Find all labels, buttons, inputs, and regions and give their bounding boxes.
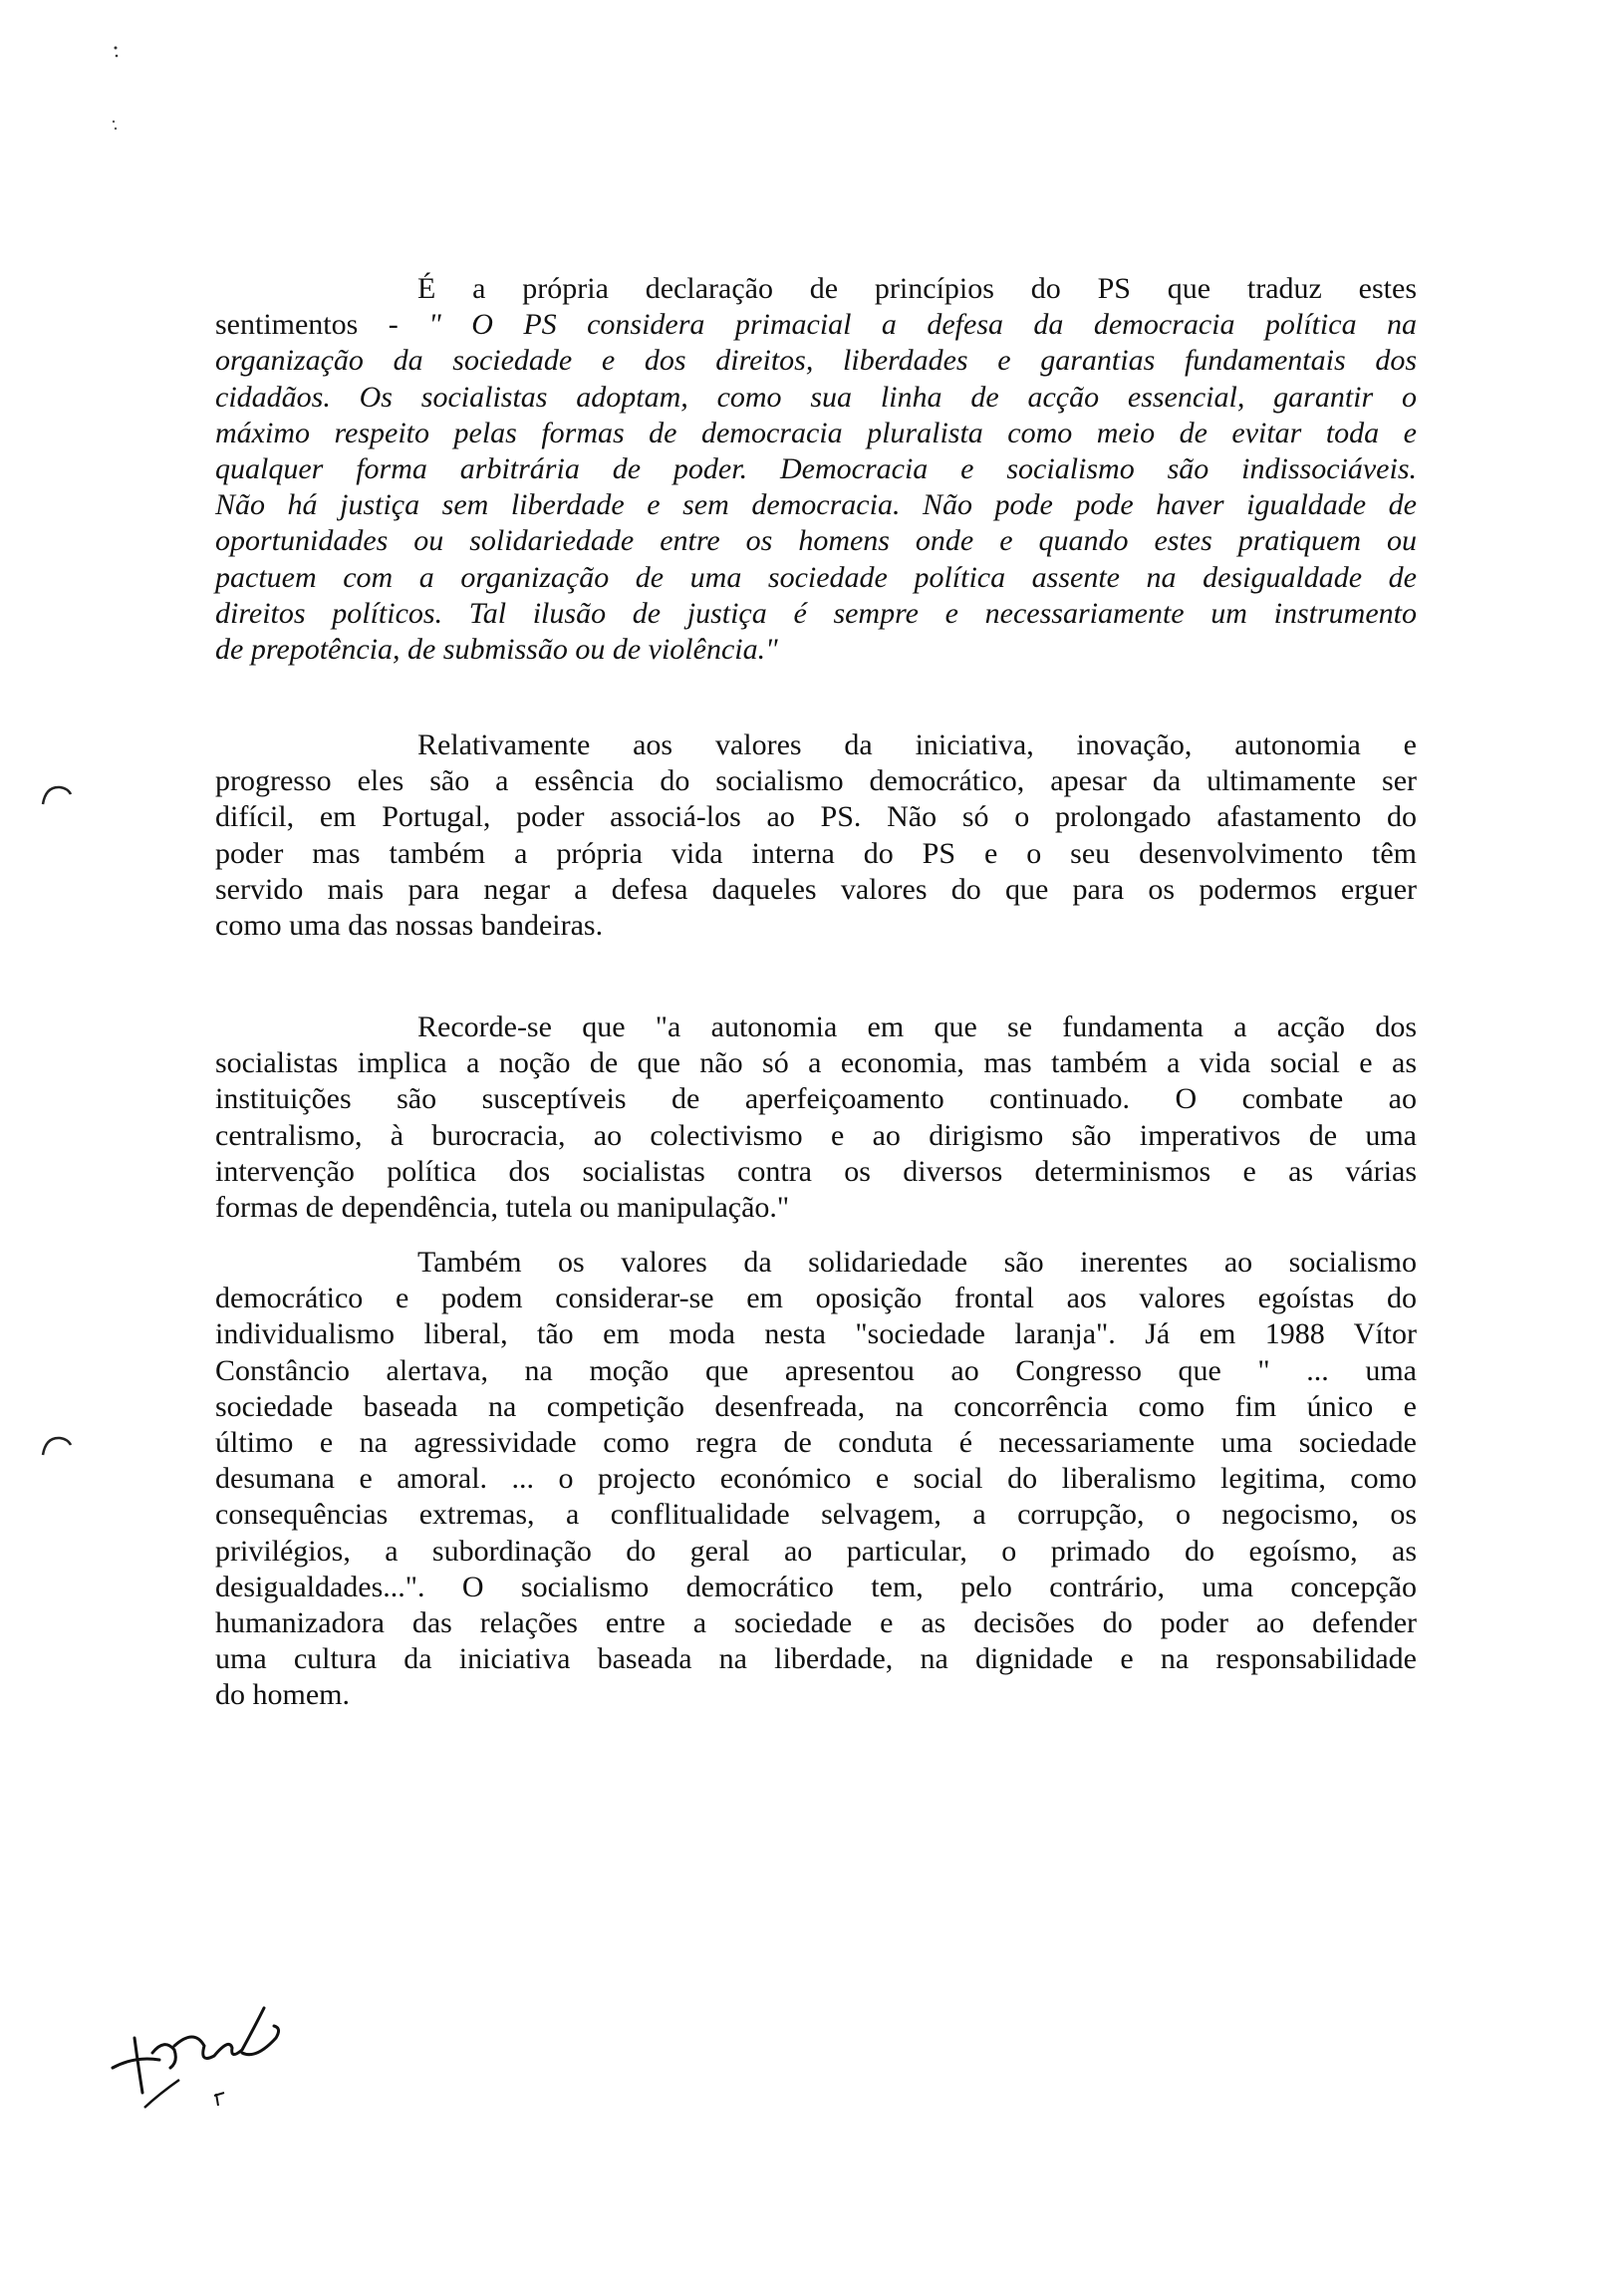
body-text: humanizadora das relações entre a sociedade e as decisões do poder ao defender	[215, 1605, 1417, 1639]
text-line	[215, 1118, 1417, 1154]
text-line	[215, 632, 1417, 668]
quoted-text: " O PS considera primacial a defesa da democracia política na	[428, 308, 1418, 342]
text-line	[215, 416, 1417, 451]
text-line	[215, 523, 1417, 559]
body-text: intervenção política dos socialistas contra os diversos determinismos e as várias	[215, 1154, 1417, 1188]
body-text: consequências extremas, a conflitualidade selvagem, a corrupção, o negocismo, os	[215, 1498, 1417, 1532]
text-line	[215, 1316, 1417, 1352]
text-line	[215, 1677, 1417, 1713]
body-text: do homem.	[215, 1678, 350, 1712]
text-line	[215, 1045, 1417, 1081]
body-text: É a própria declaração de princípios do PS que traduz estes	[417, 272, 1417, 305]
paragraph	[215, 1245, 1417, 1713]
signature-icon	[105, 1998, 294, 2113]
text-line	[215, 1081, 1417, 1117]
body-text: difícil, em Portugal, poder associá-los ao PS. Não só o prolongado afastamento do	[215, 800, 1417, 834]
text-line	[417, 1009, 1417, 1045]
text-line	[215, 1534, 1417, 1570]
text-line	[215, 343, 1417, 379]
text-line	[215, 1605, 1417, 1641]
text-line	[215, 1353, 1417, 1389]
body-text: privilégios, a subordinação do geral ao particular, o primado do egoísmo, as	[215, 1534, 1417, 1568]
text-line	[215, 596, 1417, 632]
quoted-text: pactuem com a organização de uma sociedade política assente na desigualdade de	[215, 560, 1417, 594]
body-text: instituições são susceptíveis de aperfeiçoamento continuado. O combate ao	[215, 1082, 1417, 1116]
text-line	[215, 872, 1417, 908]
paragraph	[215, 1009, 1417, 1226]
text-line	[215, 487, 1417, 523]
body-text: Também os valores da solidariedade são inerentes ao socialismo	[417, 1246, 1417, 1279]
body-text: socialistas implica a noção de que não só a economia, mas também a vida social e as	[215, 1046, 1417, 1080]
body-text: Relativamente aos valores da iniciativa, inovação, autonomia e	[417, 728, 1417, 761]
hole-punch-icon	[40, 1433, 74, 1457]
text-line	[215, 380, 1417, 416]
body-text: desigualdades...". O socialismo democrático tem, pelo contrário, uma concepção	[215, 1570, 1417, 1603]
text-line	[215, 560, 1417, 596]
text-line	[417, 727, 1417, 763]
body-text: sociedade baseada na competição desenfreada, na concorrência como fim único e	[215, 1389, 1417, 1423]
paragraph	[215, 271, 1417, 668]
body-text: como uma das nossas bandeiras.	[215, 908, 604, 942]
text-line	[417, 271, 1417, 307]
text-line	[215, 1570, 1417, 1605]
quoted-text: cidadãos. Os socialistas adoptam, como sua linha de acção essencial, garantir o	[215, 380, 1417, 414]
quoted-text: Não há justiça sem liberdade e sem democracia. Não pode pode haver igualdade de	[215, 488, 1417, 522]
text-line	[215, 1425, 1417, 1461]
body-text: desumana e amoral. ... o projecto económico e social do liberalismo legitima, como	[215, 1462, 1417, 1496]
text-line	[215, 908, 1417, 944]
body-text: uma cultura da iniciativa baseada na liberdade, na dignidade e na responsabilidade	[215, 1642, 1417, 1676]
text-line	[215, 1389, 1417, 1425]
paragraph	[215, 727, 1417, 944]
quoted-text: de prepotência, de submissão ou de violência."	[215, 632, 778, 666]
quoted-text: direitos políticos. Tal ilusão de justiça é sempre e necessariamente um instrumento	[215, 596, 1417, 630]
quoted-text: organização da sociedade e dos direitos, liberdades e garantias fundamentais dos	[215, 344, 1417, 378]
body-text: sentimentos -	[215, 308, 429, 342]
body-text: progresso eles são a essência do socialismo democrático, apesar da ultimamente ser	[215, 764, 1417, 798]
text-line	[215, 763, 1417, 799]
text-line	[215, 451, 1417, 487]
text-line	[417, 1245, 1417, 1281]
quoted-text: oportunidades ou solidariedade entre os homens onde e quando estes pratiquem ou	[215, 524, 1417, 558]
quoted-text: qualquer forma arbitrária de poder. Democracia e socialismo são indissociáveis.	[215, 451, 1417, 485]
quoted-text: máximo respeito pelas formas de democracia pluralista como meio de evitar toda e	[215, 416, 1417, 449]
body-text: último e na agressividade como regra de conduta é necessariamente uma sociedade	[215, 1425, 1417, 1459]
body-text: servido mais para negar a defesa daqueles valores do que para os podermos erguer	[215, 872, 1417, 906]
text-line	[215, 836, 1417, 872]
body-text: centralismo, à burocracia, ao colectivismo e ao dirigismo são imperativos de uma	[215, 1118, 1417, 1152]
text-line	[215, 799, 1417, 835]
body-text: poder mas também a própria vida interna do PS e o seu desenvolvimento têm	[215, 836, 1417, 870]
scan-speck-icon	[108, 44, 128, 134]
body-text: Constâncio alertava, na moção que apresentou ao Congresso que " ... uma	[215, 1353, 1417, 1387]
text-line	[215, 1154, 1417, 1190]
text-line	[215, 1461, 1417, 1497]
body-text: democrático e podem considerar-se em oposição frontal aos valores egoístas do	[215, 1282, 1417, 1315]
body-text: formas de dependência, tutela ou manipulação."	[215, 1190, 790, 1224]
text-line	[215, 307, 1417, 343]
hole-punch-icon	[40, 782, 74, 806]
text-line	[215, 1641, 1417, 1677]
text-line	[215, 1497, 1417, 1533]
text-line	[215, 1190, 1417, 1226]
body-text: Recorde-se que "a autonomia em que se fundamenta a acção dos	[417, 1010, 1417, 1043]
text-line	[215, 1281, 1417, 1316]
body-text: individualismo liberal, tão em moda nesta "sociedade laranja". Já em 1988 Vítor	[215, 1317, 1417, 1351]
